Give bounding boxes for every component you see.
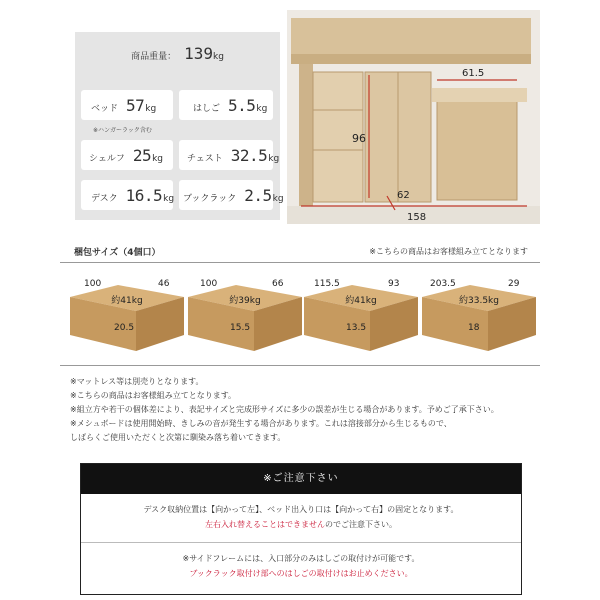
bed-weight-note: ※ハンガーラック含む — [93, 127, 152, 134]
note-item: しばらくご使用いただくと次第に馴染み落ち着いてきます。 — [70, 433, 286, 442]
caution-separator — [81, 542, 521, 543]
notes-list — [70, 375, 499, 445]
dim-width: 158 — [407, 212, 427, 223]
divider-bottom — [60, 365, 540, 366]
caution-line-1b: 左右入れ替えることはできませんのでご注意下さい。 — [205, 520, 397, 529]
dim-height: 96 — [352, 132, 366, 145]
ladder-weight: はしご 5.5 kg — [179, 90, 273, 120]
shelf-weight: シェルフ 25 kg — [81, 140, 173, 170]
caution-line-2a: ※サイドフレームには、入口部分のみはしごの取付けが可能です。 — [182, 554, 420, 563]
packaging-note: ※こちらの商品はお客様組み立てとなります — [369, 247, 528, 256]
total-weight: 商品重量： 139kg — [131, 44, 224, 63]
caution-box — [80, 463, 522, 595]
bed-weight: ベッド 57 kg — [81, 90, 173, 120]
caution-title: ※ご注意下さい — [81, 464, 521, 494]
weights-panel — [75, 32, 284, 220]
caution-line-1a: デスク収納位置は【向かって左】、ベッド出入り口は【向かって右】の固定となります。 — [143, 505, 459, 514]
dim-desk-width: 61.5 — [462, 68, 485, 79]
note-item: ※こちらの商品はお客様組み立てとなります。 — [70, 391, 237, 400]
dim-depth: 62 — [397, 190, 410, 201]
note-item: ※マットレス等は別売りとなります。 — [70, 377, 204, 386]
package-box-2: 100 66 約39kg 15.5 — [188, 275, 302, 355]
packaging-title: 梱包サイズ（4個口） — [74, 248, 161, 258]
product-photo — [287, 10, 540, 224]
divider-top — [60, 262, 540, 263]
bookrack-weight: ブックラック 2.5 kg — [179, 180, 273, 210]
chest-weight: チェスト 32.5 kg — [179, 140, 273, 170]
caution-line-2b: ブックラック取付け部へのはしごの取付けはお止めください。 — [189, 569, 413, 578]
package-box-1: 100 46 約41kg 20.5 — [70, 275, 184, 355]
note-item: ※メシュボードは使用開始時、きしみの音が発生する場合があります。これは溶接部分から生じるもので、 — [70, 419, 452, 428]
note-item: ※組立方や若干の個体差により、表記サイズと完成形サイズに多少の誤差が生じる場合があります。予めご了承下さい。 — [70, 405, 499, 414]
package-box-4: 203.5 29 約33.5kg 18 — [422, 275, 536, 355]
desk-weight: デスク 16.5 kg — [81, 180, 173, 210]
package-box-3: 115.5 93 約41kg 13.5 — [304, 275, 418, 355]
